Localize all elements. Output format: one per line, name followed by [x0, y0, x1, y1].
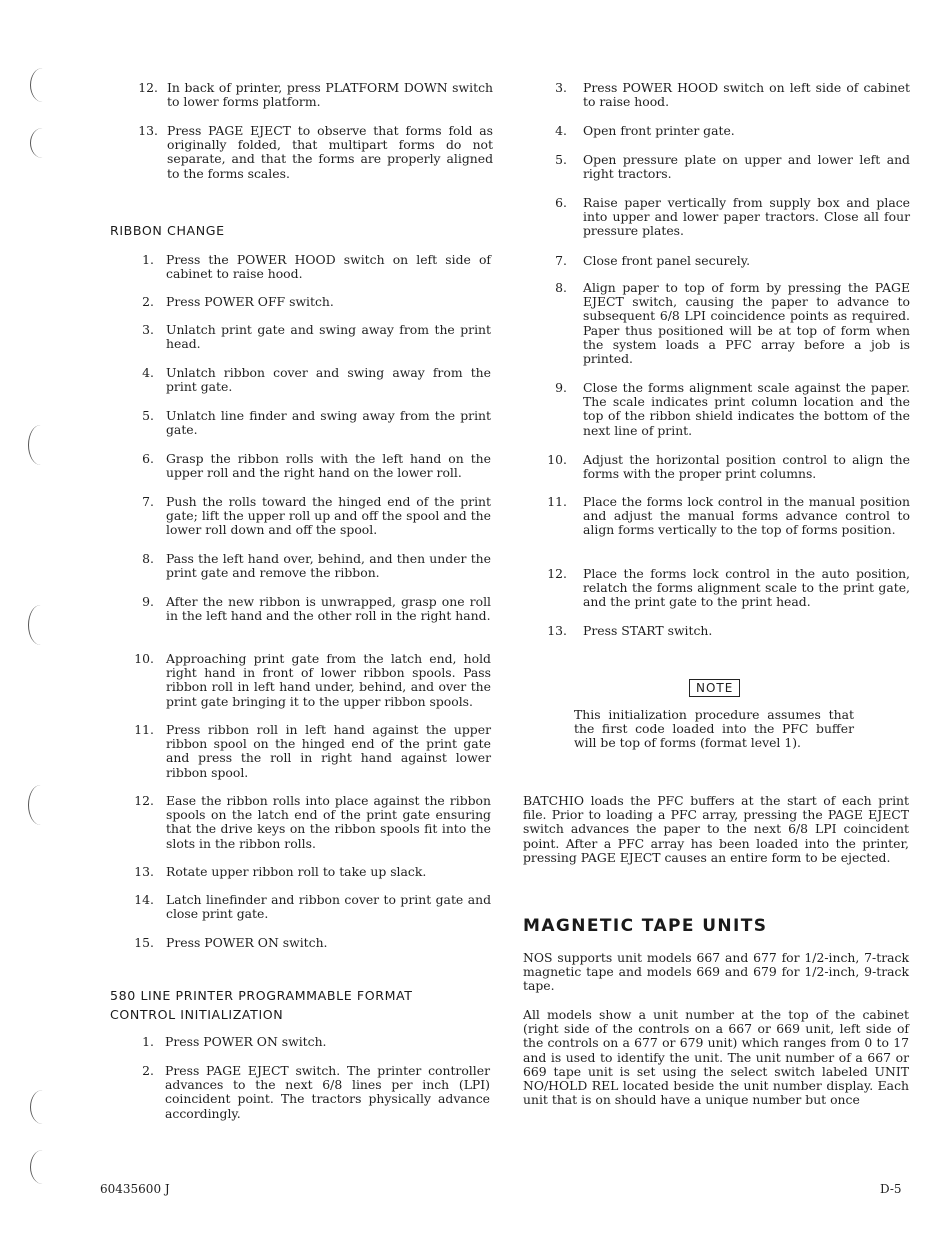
item-number: 4. — [555, 123, 567, 138]
pfc-heading-line1: 580 LINE PRINTER PROGRAMMABLE FORMAT — [110, 988, 413, 1003]
magnetic-tape-paragraph-1: NOS supports unit models 667 and 677 for 1/2-inch, 7-track magnetic tape and models 669 and 679 for 1/2-inch, 9-track tape. — [523, 950, 909, 994]
item-number: 1. — [142, 1034, 154, 1049]
binder-hole-mark — [28, 785, 53, 825]
item-number: 12. — [138, 80, 158, 95]
item-text: Press POWER HOOD switch on left side of cabinet to raise hood. — [583, 80, 910, 110]
item-text: Press START switch. — [583, 623, 713, 638]
binder-hole-mark — [28, 425, 53, 465]
item-text: Place the forms lock control in the manual position and adjust the manual forms advance control to align forms vertically to the top of forms position. — [583, 494, 910, 538]
item-number: 7. — [142, 494, 154, 509]
item-number: 2. — [142, 1063, 154, 1078]
item-text: Open front printer gate. — [583, 123, 735, 138]
item-text: Press POWER ON switch. — [165, 1034, 327, 1049]
binder-hole-mark — [28, 605, 53, 645]
item-number: 13. — [138, 123, 158, 138]
binder-hole-mark — [30, 128, 55, 158]
item-number: 3. — [142, 322, 154, 337]
note-text: This initialization procedure assumes that the first code loaded into the PFC buffer will be top of forms (format level 1). — [574, 707, 854, 751]
item-number: 9. — [555, 380, 567, 395]
item-text: Align paper to top of form by pressing the PAGE EJECT switch, causing the paper to advance to subsequent 6/8 LPI coincidence points as required. Paper thus positioned will be at top of form when the system loads a PFC array before a job is printed. — [583, 280, 910, 367]
item-number: 9. — [142, 594, 154, 609]
item-text: Grasp the ribbon rolls with the left hand on the upper roll and the right hand on the lower roll. — [166, 451, 491, 481]
item-number: 14. — [134, 892, 154, 907]
item-number: 11. — [547, 494, 567, 509]
item-text: Raise paper vertically from supply box and place into upper and lower paper tractors. Close all four pressure plates. — [583, 195, 910, 239]
ribbon-change-heading: RIBBON CHANGE — [110, 223, 225, 238]
item-number: 6. — [555, 195, 567, 210]
item-number: 10. — [134, 651, 154, 666]
item-number: 1. — [142, 252, 154, 267]
footer-doc-number: 60435600 J — [100, 1182, 170, 1196]
item-text: Press ribbon roll in left hand against the upper ribbon spool on the hinged end of the print gate and press the roll in right hand against lower ribbon spool. — [166, 722, 491, 780]
item-text: Adjust the horizontal position control to align the forms with the proper print columns. — [583, 452, 910, 482]
item-number: 12. — [547, 566, 567, 581]
item-text: In back of printer, press PLATFORM DOWN switch to lower forms platform. — [167, 80, 493, 110]
item-number: 4. — [142, 365, 154, 380]
item-text: Close front panel securely. — [583, 253, 751, 268]
item-text: Close the forms alignment scale against the paper. The scale indicates print column location and the top of the ribbon shield indicates the bottom of the next line of print. — [583, 380, 910, 438]
item-number: 15. — [134, 935, 154, 950]
item-text: After the new ribbon is unwrapped, grasp one roll in the left hand and the other roll in the right hand. — [166, 594, 491, 624]
item-text: Pass the left hand over, behind, and then under the print gate and remove the ribbon. — [166, 551, 491, 581]
item-text: Rotate upper ribbon roll to take up slack. — [166, 864, 427, 879]
batchio-paragraph: BATCHIO loads the PFC buffers at the start of each print file. Prior to loading a PFC array, pressing the PAGE EJECT switch advances the paper to the next 6/8 LPI coincident point. After a PFC array has been loaded into the printer, pressing PAGE EJECT causes an entire form to be ejected. — [523, 793, 909, 865]
item-text: Latch linefinder and ribbon cover to print gate and close print gate. — [166, 892, 491, 922]
footer-page-number: D-5 — [880, 1182, 902, 1196]
item-number: 7. — [555, 253, 567, 268]
item-number: 13. — [134, 864, 154, 879]
item-text: Unlatch print gate and swing away from the print head. — [166, 322, 491, 352]
item-number: 8. — [142, 551, 154, 566]
item-text: Press PAGE EJECT to observe that forms fold as originally folded, that multipart forms do not separate, and that the forms are properly aligned to the forms scales. — [167, 123, 493, 181]
item-text: Approaching print gate from the latch end, hold right hand in front of lower ribbon spools. Pass ribbon roll in left hand under, behind, and over the print gate bringing it to the upper ribbon spools. — [166, 651, 491, 709]
magnetic-tape-paragraph-2: All models show a unit number at the top of the cabinet (right side of the controls on a 667 or 669 unit, left side of the controls on a 677 or 679 unit) which ranges from 0 to 17 and is used to identify the unit. The unit number of a 667 or 669 tape unit is set using the select switch labeled UNIT NO/HOLD REL located beside the unit number display. Each unit that is on should have a unique number but once — [523, 1007, 909, 1108]
item-text: Place the forms lock control in the auto position, relatch the forms alignment scale to the print gate, and the print gate to the print head. — [583, 566, 910, 610]
item-number: 6. — [142, 451, 154, 466]
item-number: 2. — [142, 294, 154, 309]
item-text: Unlatch line finder and swing away from the print gate. — [166, 408, 491, 438]
item-number: 13. — [547, 623, 567, 638]
item-text: Press PAGE EJECT switch. The printer controller advances to the next 6/8 lines per inch (LPI) coincident point. The tractors physically advance accordingly. — [165, 1063, 490, 1121]
item-text: Open pressure plate on upper and lower left and right tractors. — [583, 152, 910, 182]
item-number: 12. — [134, 793, 154, 808]
item-text: Ease the ribbon rolls into place against the ribbon spools on the latch end of the print gate ensuring that the drive keys on the ribbon spools fit into the slots in the ribbon rolls. — [166, 793, 491, 851]
item-number: 3. — [555, 80, 567, 95]
item-text: Press POWER ON switch. — [166, 935, 328, 950]
item-text: Press the POWER HOOD switch on left side of cabinet to raise hood. — [166, 252, 491, 282]
binder-hole-mark — [30, 1090, 55, 1124]
item-text: Unlatch ribbon cover and swing away from the print gate. — [166, 365, 491, 395]
binder-hole-mark — [30, 68, 55, 102]
item-text: Push the rolls toward the hinged end of the print gate; lift the upper roll up and off the spool and the lower roll down and off the spool. — [166, 494, 491, 538]
note-label: NOTE — [689, 679, 740, 697]
binder-hole-mark — [30, 1150, 55, 1184]
item-text: Press POWER OFF switch. — [166, 294, 334, 309]
item-number: 5. — [142, 408, 154, 423]
magnetic-tape-heading: MAGNETIC TAPE UNITS — [523, 916, 768, 936]
item-number: 8. — [555, 280, 567, 295]
item-number: 11. — [134, 722, 154, 737]
item-number: 5. — [555, 152, 567, 167]
pfc-heading-line2: CONTROL INITIALIZATION — [110, 1007, 284, 1022]
item-number: 10. — [547, 452, 567, 467]
